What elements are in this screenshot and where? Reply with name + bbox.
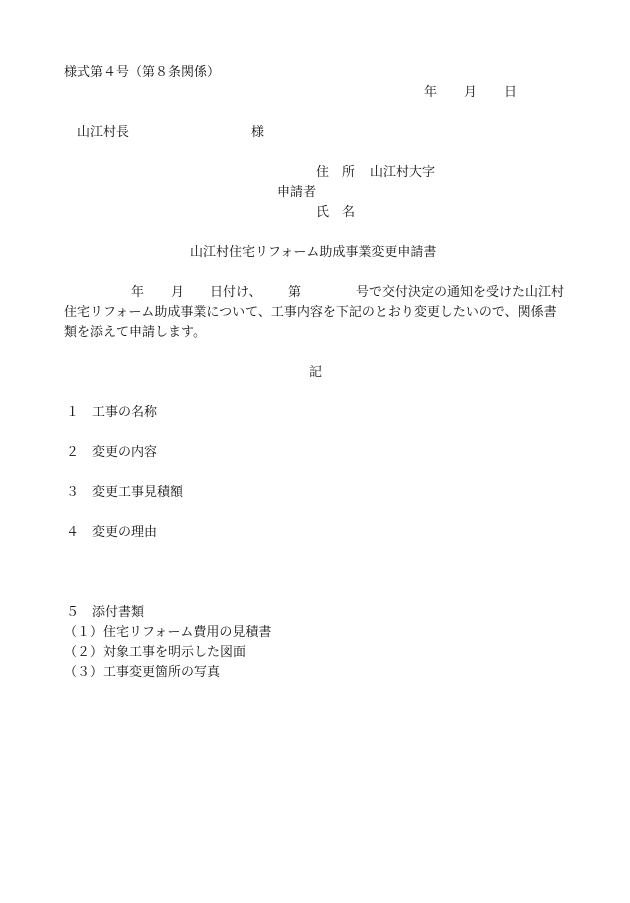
attachment-item: （２）対象工事を明示した図面 bbox=[64, 645, 247, 660]
item-number: ３ bbox=[66, 485, 80, 500]
item-label: 添付書類 bbox=[92, 605, 145, 620]
applicant-role-label: 申請者 bbox=[277, 185, 317, 200]
body-number-suffix: 号で交付決定の通知を受けた山江村 bbox=[356, 285, 565, 300]
item-label: 変更の理由 bbox=[92, 525, 158, 540]
item-label: 変更の内容 bbox=[92, 445, 158, 460]
attachment-item: （３）工事変更箇所の写真 bbox=[64, 665, 221, 680]
body-number-prefix: 第 bbox=[288, 285, 302, 300]
day-label: 日 bbox=[504, 85, 518, 100]
addressee-honorific: 様 bbox=[251, 125, 265, 140]
body-day: 日付け、 bbox=[210, 285, 262, 300]
name-label: 氏 名 bbox=[316, 205, 356, 220]
body-year: 年 bbox=[131, 285, 145, 300]
form-number: 様式第４号（第８条関係） bbox=[64, 65, 221, 80]
body-line-3: 類を添えて申請します。 bbox=[64, 325, 206, 340]
year-label: 年 bbox=[424, 85, 438, 100]
address-label: 住 所 bbox=[316, 165, 356, 180]
document-title: 山江村住宅リフォーム助成事業変更申請書 bbox=[190, 245, 437, 260]
addressee-name: 山江村長 bbox=[77, 125, 130, 140]
item-number: ２ bbox=[66, 445, 80, 460]
ki-heading: 記 bbox=[309, 365, 323, 380]
item-number: １ bbox=[66, 405, 80, 420]
body-month: 月 bbox=[171, 285, 185, 300]
item-label: 工事の名称 bbox=[92, 405, 158, 420]
item-number: ５ bbox=[66, 605, 80, 620]
month-label: 月 bbox=[464, 85, 478, 100]
item-label: 変更工事見積額 bbox=[92, 485, 184, 500]
item-number: ４ bbox=[66, 525, 80, 540]
attachment-item: （１）住宅リフォーム費用の見積書 bbox=[64, 625, 272, 640]
address-value: 山江村大字 bbox=[370, 165, 436, 180]
body-line-2: 住宅リフォーム助成事業について、工事内容を下記のとおり変更したいので、関係書 bbox=[64, 305, 557, 320]
